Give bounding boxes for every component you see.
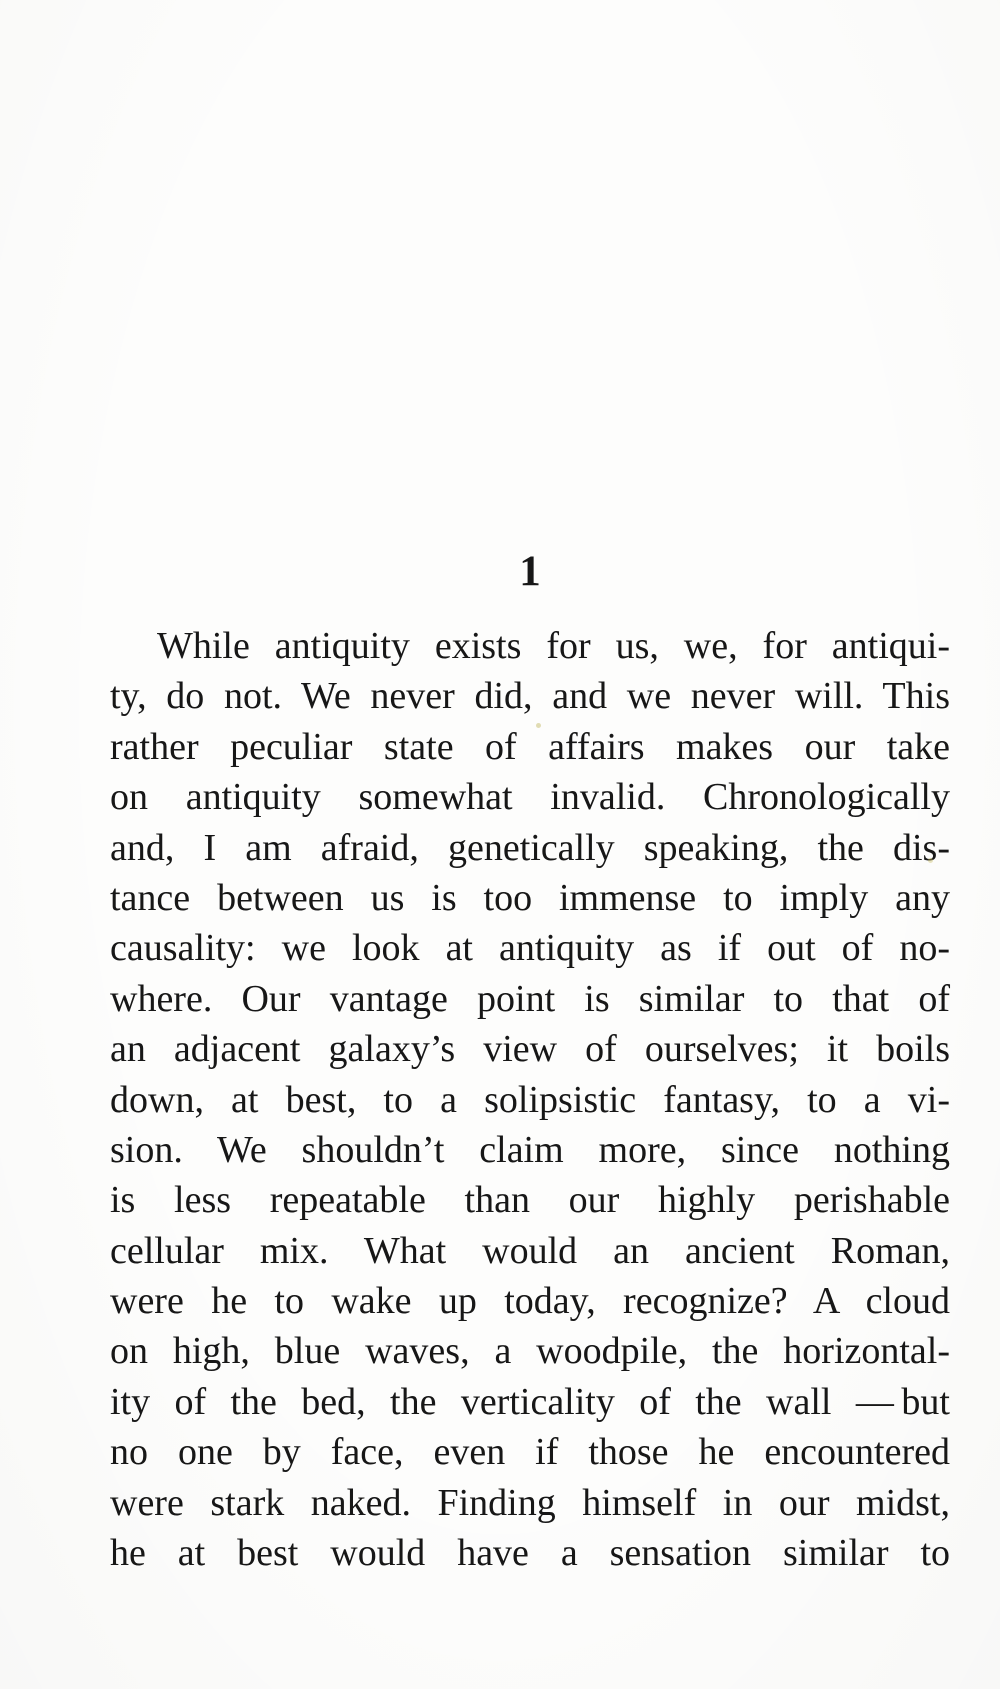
text-line: causality: we look at antiquity as if out of no- (110, 927, 950, 970)
text-line: and, I am afraid, genetically speaking, the dis- (110, 826, 950, 869)
text-line: were he to wake up today, recognize? A cloud (110, 1280, 950, 1323)
text-line: on antiquity somewhat invalid. Chronologically (110, 776, 950, 819)
text-line: no one by face, even if those he encountered (110, 1431, 950, 1474)
text-line: rather peculiar state of affairs makes our take (110, 725, 950, 768)
text-line: is less repeatable than our highly perishable (110, 1179, 950, 1222)
text-line: where. Our vantage point is similar to that of (110, 977, 950, 1020)
text-line: cellular mix. What would an ancient Roman, (110, 1229, 950, 1272)
text-line: were stark naked. Finding himself in our midst, (110, 1481, 950, 1524)
text-line: ity of the bed, the verticality of the wall — but (110, 1380, 950, 1423)
text-line: on high, blue waves, a woodpile, the horizontal- (110, 1330, 950, 1373)
chapter-number: 1 (519, 548, 541, 595)
text-line: an adjacent galaxy’s view of ourselves; it boils (110, 1028, 950, 1071)
text-line: sion. We shouldn’t claim more, since nothing (110, 1128, 950, 1171)
text-line: down, at best, to a solipsistic fantasy, to a vi- (110, 1078, 950, 1121)
text-line: ty, do not. We never did, and we never will. This (110, 675, 950, 718)
paragraph (110, 621, 950, 1578)
text-line: tance between us is too immense to imply any (110, 876, 950, 919)
text-line: he at best would have a sensation similar to (110, 1532, 950, 1575)
text-line: While antiquity exists for us, we, for antiqui- (157, 625, 950, 667)
